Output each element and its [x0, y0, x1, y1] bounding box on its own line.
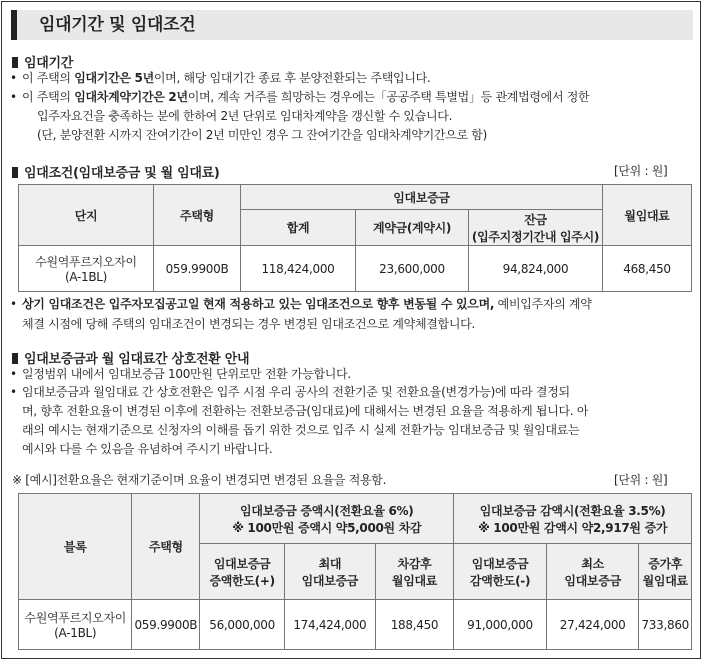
conditions-table [18, 184, 692, 292]
col-type: 주택형 [132, 494, 200, 600]
cell-contract: 23,600,000 [356, 246, 469, 292]
col-deposit: 임대보증금 [241, 185, 603, 210]
col-increase: 임대보증금 증액시(전환요율 6%) ※ 100만원 증액시 약5,000원 차감 [200, 494, 454, 544]
conversion-bullet-2-line3: 래의 예시는 현재기준으로 신청자의 이해를 돕기 위한 것으로 입주 시 실제 전환가능 임대보증금 및 월임대료는 [22, 423, 580, 437]
conversion-unit: [단위 : 원] [614, 473, 668, 487]
cell-complex: 수원역푸르지오자이 (A-1BL) [19, 246, 154, 292]
period-bullet-1: • 이 주택의 임대기간은 5년이며, 해당 임대기간 종료 후 분양전환되는 주택입니다. [10, 71, 431, 85]
col-after-rent: 차감후 월임대료 [375, 544, 454, 600]
period-bullet-2-cont: 입주자요건을 충족하는 분에 한하여 2년 단위로 임대차계약을 갱신할 수 있습니다. [37, 109, 453, 123]
conditions-notice-cont: 체결 시점에 당해 주택의 임대조건이 변경되는 경우 변경된 임대조건으로 계약체결합니다. [22, 317, 475, 331]
square-bullet-icon [12, 353, 18, 364]
cell-inc-rent: 733,860 [639, 600, 692, 650]
page-title: 임대기간 및 임대조건 [11, 10, 693, 40]
cell-type: 059.9900B [154, 246, 241, 292]
rental-terms-page [1, 1, 701, 659]
cell-total: 118,424,000 [241, 246, 356, 292]
cell-after-rent: 188,450 [375, 600, 454, 650]
cell-dec-limit: 91,000,000 [454, 600, 547, 650]
conditions-heading: 임대조건(임대보증금 및 월 임대료) [12, 162, 220, 181]
col-total: 합계 [241, 210, 356, 246]
col-contract: 계약금(계약시) [356, 210, 469, 246]
square-bullet-icon [12, 57, 18, 68]
cell-type: 059.9900B [132, 600, 200, 650]
cell-min: 27,424,000 [546, 600, 639, 650]
col-complex: 단지 [19, 185, 154, 246]
conditions-notice: • 상기 임대조건은 입주자모집공고일 현재 적용하고 있는 임대조건으로 향후 변동될 수 있으며, 예비입주자의 계약 [10, 297, 592, 311]
col-inc-limit: 임대보증금 증액한도(+) [200, 544, 285, 600]
conversion-bullet-2-line4: 예시와 다를 수 있음을 유념하여 주시기 바랍니다. [22, 442, 273, 456]
col-balance: 잔금 (입주지정기간내 입주시) [469, 210, 603, 246]
conversion-table [18, 493, 692, 650]
col-max: 최대 임대보증금 [284, 544, 375, 600]
table-row [19, 246, 692, 292]
cell-max: 174,424,000 [284, 600, 375, 650]
conversion-bullet-1: • 일정범위 내에서 임대보증금 100만원 단위로만 전환 가능합니다. [10, 367, 351, 381]
square-bullet-icon [12, 167, 18, 178]
table-row [19, 600, 692, 650]
cell-inc-limit: 56,000,000 [200, 600, 285, 650]
period-bullet-2: • 이 주택의 임대차계약기간은 2년이며, 계속 거주를 희망하는 경우에는「공공주택 특별법」등 관계법령에서 정한 [10, 90, 590, 104]
conversion-note: ※ [예시]전환요율은 현재기준이며 요율이 변경되면 변경된 요율을 적용함. [12, 473, 387, 487]
col-block: 블록 [19, 494, 132, 600]
period-bullet-2-paren: (단, 분양전환 시까지 잔여기간이 2년 미만인 경우 그 잔여기간을 임대차계약기간으로 함) [37, 128, 487, 142]
cell-rent: 468,450 [603, 246, 692, 292]
col-type: 주택형 [154, 185, 241, 246]
col-inc-rent: 증가후 월임대료 [639, 544, 692, 600]
period-heading: 임대기간 [12, 52, 73, 71]
conversion-heading: 임대보증금과 월 임대료간 상호전환 안내 [12, 348, 249, 367]
conversion-bullet-2-line2: 며, 향후 전환요율이 변경된 이후에 전환하는 전환보증금(임대료)에 대해서는 변경된 요율을 적용하게 됩니다. 아 [22, 404, 589, 418]
conversion-bullet-2: • 임대보증금과 월임대료 간 상호전환은 입주 시점 우리 공사의 전환기준 및 전환요율(변경가능)에 따라 결정되 [10, 385, 570, 399]
col-dec-limit: 임대보증금 감액한도(-) [454, 544, 547, 600]
conditions-unit: [단위 : 원] [614, 164, 668, 178]
cell-block: 수원역푸르지오자이 (A-1BL) [19, 600, 132, 650]
col-min: 최소 임대보증금 [546, 544, 639, 600]
col-rent: 월임대료 [603, 185, 692, 246]
col-decrease: 임대보증금 감액시(전환요율 3.5%) ※ 100만원 감액시 약2,917원 증가 [454, 494, 692, 544]
cell-balance: 94,824,000 [469, 246, 603, 292]
